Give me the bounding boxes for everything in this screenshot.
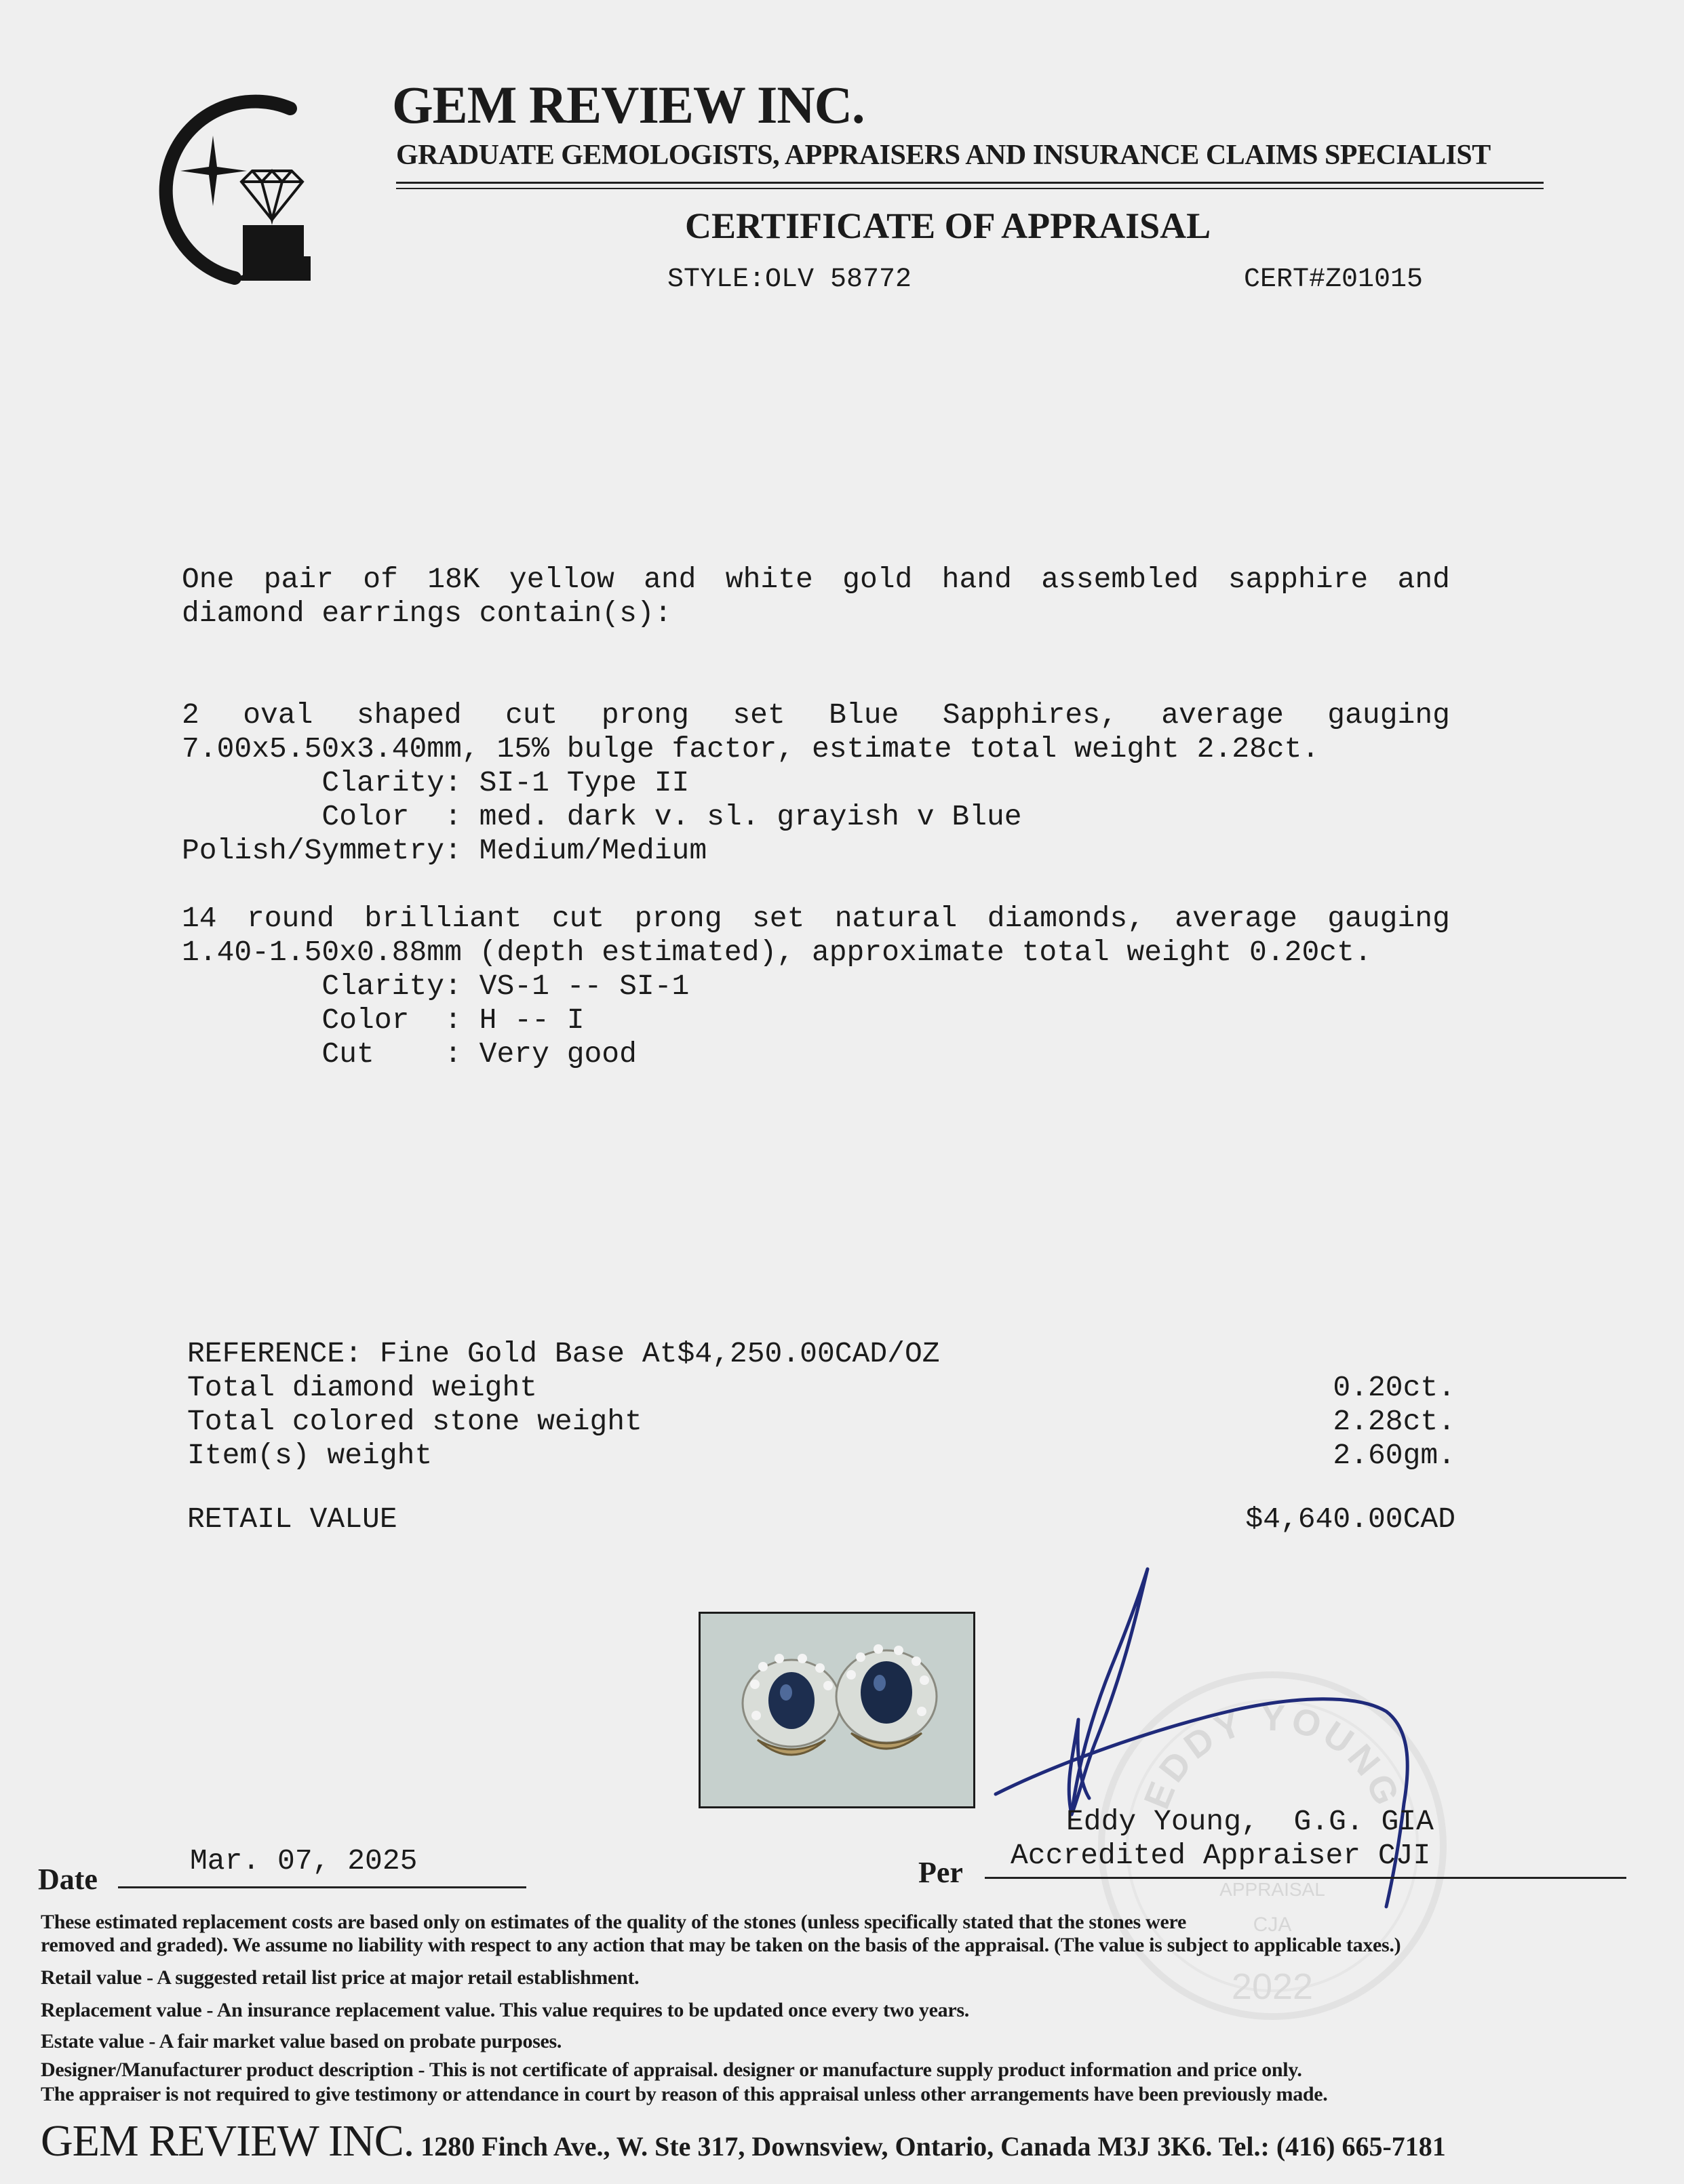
- word: One: [182, 563, 235, 596]
- sapphire-clarity: Clarity: SI-1 Type II: [182, 766, 690, 799]
- diamond-clarity: Clarity: VS-1 -- SI-1: [182, 970, 690, 1003]
- word: shaped: [356, 698, 462, 732]
- polish-symmetry: Polish/Symmetry: Medium/Medium: [182, 834, 707, 867]
- summary-value: 0.20ct.: [1333, 1371, 1455, 1404]
- disclaimer-line: Retail value - A suggested retail list price at major retail establishment.: [41, 1966, 640, 1989]
- sapphire-color: Color : med. dark v. sl. grayish v Blue: [182, 800, 1022, 833]
- certificate-number: CERT#Z01015: [1244, 264, 1424, 295]
- word: gauging: [1327, 698, 1450, 732]
- date-value: Mar. 07, 2025: [190, 1844, 418, 1878]
- diamond-line-1: [182, 902, 1450, 936]
- word: set: [751, 902, 805, 935]
- word: assembled: [1041, 563, 1199, 596]
- seal-name-text: EDDY YOUNG: [1136, 1697, 1409, 1814]
- footer: [41, 2116, 1446, 2167]
- word: of: [363, 563, 398, 596]
- per-label: Per: [918, 1856, 963, 1889]
- seal-year-text: 2022: [1231, 1966, 1314, 2007]
- word: average: [1161, 698, 1284, 732]
- word: and: [1397, 563, 1450, 596]
- word: cut: [505, 698, 558, 732]
- disclaimer-line: Estate value - A fair market value based on probate purposes.: [41, 2030, 562, 2052]
- word: Sapphires,: [942, 698, 1118, 732]
- retail-value-amount: $4,640.00CAD: [1245, 1503, 1455, 1536]
- sapphire-line-1: [182, 698, 1450, 732]
- word: natural: [834, 902, 958, 935]
- word: hand: [941, 563, 1012, 596]
- word: Blue: [829, 698, 899, 732]
- word: gold: [842, 563, 913, 596]
- word: oval: [243, 698, 313, 732]
- word: set: [732, 698, 785, 732]
- word: cut: [551, 902, 605, 935]
- word: 14: [182, 902, 217, 935]
- retail-value-label: RETAIL VALUE: [187, 1503, 397, 1536]
- disclaimer-line: Designer/Manufacturer product description - This is not certificate of appraisal. designer or manufacture supply product information and price only.: [41, 2059, 1302, 2081]
- word: 18K: [427, 563, 480, 596]
- diamond-color: Color : H -- I: [182, 1004, 585, 1037]
- summary-row-item-weight: [187, 1439, 1455, 1472]
- word: yellow: [509, 563, 614, 596]
- description-line-1: [182, 563, 1450, 597]
- word: round: [246, 902, 334, 935]
- appraiser-title: Accredited Appraiser CJI: [1011, 1839, 1431, 1872]
- word: brilliant: [364, 902, 522, 935]
- summary-row-colored-weight: [187, 1405, 1455, 1438]
- header-divider: [396, 188, 1544, 189]
- company-name: GEM REVIEW INC.: [392, 75, 865, 134]
- seal-cja-text: CJA: [1253, 1913, 1292, 1936]
- footer-company-name: GEM REVIEW INC.: [41, 2116, 414, 2166]
- summary-value: 2.60gm.: [1333, 1439, 1455, 1472]
- disclaimer-line: These estimated replacement costs are based only on estimates of the quality of the stones (unless specifically stated that the stones were: [41, 1911, 1186, 1933]
- reference-gold-price: REFERENCE: Fine Gold Base At$4,250.00CAD/OZ: [187, 1337, 940, 1370]
- earrings-photo: [699, 1612, 975, 1808]
- header-divider: [396, 182, 1544, 184]
- sapphire-line-2: 7.00x5.50x3.40mm, 15% bulge factor, estimate total weight 2.28ct.: [182, 732, 1320, 766]
- signature-underline: [985, 1877, 1626, 1879]
- style-number: STYLE:OLV 58772: [667, 264, 912, 295]
- date-underline: [118, 1886, 526, 1888]
- retail-value-row: [187, 1503, 1455, 1536]
- company-logo: [133, 87, 327, 287]
- document-title: CERTIFICATE OF APPRAISAL: [685, 205, 1211, 246]
- word: pair: [263, 563, 334, 596]
- seal-appraisal-text: APPRAISAL: [1219, 1879, 1325, 1900]
- disclaimer-line: Replacement value - An insurance replacement value. This value requires to be updated once every two years.: [41, 1999, 969, 2021]
- word: diamonds,: [987, 902, 1145, 935]
- disclaimer-line: removed and graded). We assume no liability with respect to any action that may be taken on the basis of the appraisal. (The value is subject to applicable taxes.): [41, 1934, 1401, 1956]
- earrings-illustration: [701, 1614, 973, 1806]
- summary-label: Total colored stone weight: [187, 1405, 642, 1438]
- diamond-line-2: 1.40-1.50x0.88mm (depth estimated), approximate total weight 0.20ct.: [182, 936, 1372, 969]
- word: sapphire: [1228, 563, 1369, 596]
- summary-value: 2.28ct.: [1333, 1405, 1455, 1438]
- word: white: [725, 563, 813, 596]
- company-tagline: GRADUATE GEMOLOGISTS, APPRAISERS AND INSURANCE CLAIMS SPECIALIST: [396, 140, 1491, 171]
- word: gauging: [1327, 902, 1450, 935]
- word: and: [644, 563, 697, 596]
- word: average: [1175, 902, 1297, 935]
- description-line-2: diamond earrings contain(s):: [182, 597, 672, 630]
- footer-address: 1280 Finch Ave., W. Ste 317, Downsview, Ontario, Canada M3J 3K6. Tel.: (416) 665-7181: [414, 2131, 1446, 2162]
- date-label: Date: [38, 1863, 98, 1896]
- appraiser-name: Eddy Young, G.G. GIA: [1066, 1805, 1434, 1838]
- summary-label: Total diamond weight: [187, 1371, 538, 1404]
- summary-label: Item(s) weight: [187, 1439, 433, 1472]
- disclaimer-line: The appraiser is not required to give testimony or attendance in court by reason of this appraisal unless other arrangements have been previously made.: [41, 2083, 1328, 2105]
- word: prong: [634, 902, 722, 935]
- diamond-cut: Cut : Very good: [182, 1037, 637, 1071]
- word: 2: [182, 698, 199, 732]
- word: prong: [601, 698, 689, 732]
- summary-row-diamond-weight: [187, 1371, 1455, 1404]
